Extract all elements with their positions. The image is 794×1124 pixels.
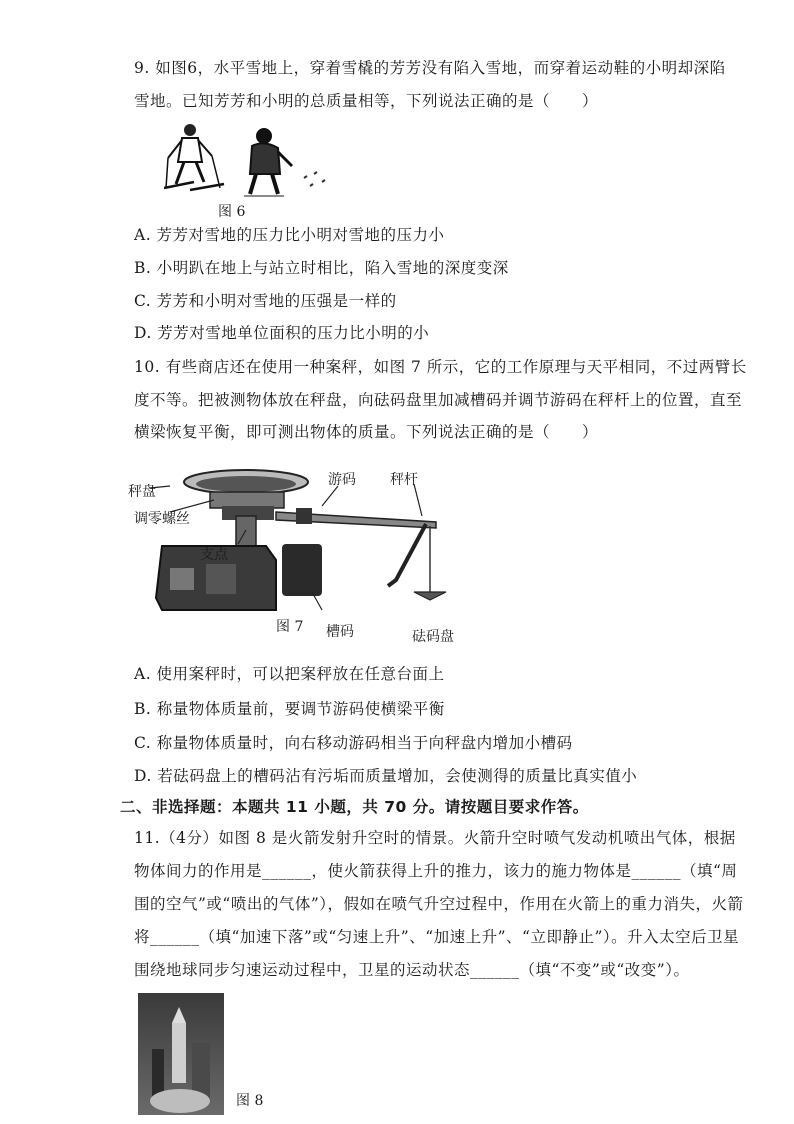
- section-2-heading: 二、非选择题：本题共 11 小题，共 70 分。请按题目要求作答。: [120, 798, 589, 816]
- label-fulcrum: 支点: [200, 547, 228, 563]
- q10-option-b: B. 称量物体质量前，要调节游码使横梁平衡: [134, 700, 445, 718]
- figure-8-caption: 图 8: [236, 1093, 264, 1109]
- label-zero-screw: 调零螺丝: [134, 511, 190, 527]
- q9-stem-line2: 雪地。已知芳芳和小明的总质量相等，下列说法正确的是（ ）: [134, 92, 599, 110]
- q9-option-b: B. 小明趴在地上与站立时相比，陷入雪地的深度变深: [134, 259, 509, 277]
- label-beam: 秤杆: [390, 472, 418, 488]
- q9-option-d: D. 芳芳对雪地单位面积的压力比小明的小: [134, 324, 430, 342]
- label-slot-weight: 槽码: [326, 624, 354, 640]
- q9-option-c: C. 芳芳和小明对雪地的压强是一样的: [134, 292, 397, 310]
- figure-8-rocket-launch-photo: [138, 993, 224, 1115]
- q10-stem-line2: 度不等。把被测物体放在秤盘，向砝码盘里加减槽码并调节游码在秤杆上的位置，直至: [134, 391, 743, 409]
- q11-stem-line2: 物体间力的作用是______，使火箭获得上升的推力，该力的施力物体是______（填“周: [134, 862, 738, 880]
- q11-stem-line1: 11.（4分）如图 8 是火箭发射升空时的情景。火箭升空时喷气发动机喷出气体，根据: [134, 829, 736, 847]
- figure-6-caption: 图 6: [218, 204, 246, 220]
- q10-stem-line1: 10. 有些商店还在使用一种案秤，如图 7 所示，它的工作原理与天平相同，不过两臂长: [134, 358, 747, 376]
- q11-stem-line5: 围绕地球同步匀速运动过程中，卫星的运动状态______（填“不变”或“改变”）。: [134, 961, 690, 979]
- label-pan: 秤盘: [128, 484, 156, 500]
- q10-option-a: A. 使用案秤时，可以把案秤放在任意台面上: [134, 665, 445, 683]
- figure-6-skiers-illustration: [164, 118, 344, 202]
- q11-stem-line4: 将______（填“加速下落”或“匀速上升”、“加速上升”、“立即静止”）。升入太空后卫星: [134, 928, 740, 946]
- q10-option-c: C. 称量物体质量时，向右移动游码相当于向秤盘内增加小槽码: [134, 734, 573, 752]
- label-weight-pan: 砝码盘: [412, 629, 454, 645]
- q9-option-a: A. 芳芳对雪地的压力比小明对雪地的压力小: [134, 226, 445, 244]
- q10-stem-line3: 横梁恢复平衡，即可测出物体的质量。下列说法正确的是（ ）: [134, 423, 599, 441]
- q9-stem-line1: 9. 如图6，水平雪地上，穿着雪橇的芳芳没有陷入雪地，而穿着运动鞋的小明却深陷: [134, 59, 726, 77]
- q10-option-d: D. 若砝码盘上的槽码沾有污垢而质量增加，会使测得的质量比真实值小: [134, 767, 638, 785]
- q11-stem-line3: 围的空气”或“喷出的气体”），假如在喷气升空过程中，作用在火箭上的重力消失，火箭: [134, 895, 744, 913]
- label-rider: 游码: [328, 472, 356, 488]
- figure-7-caption: 图 7: [276, 619, 304, 635]
